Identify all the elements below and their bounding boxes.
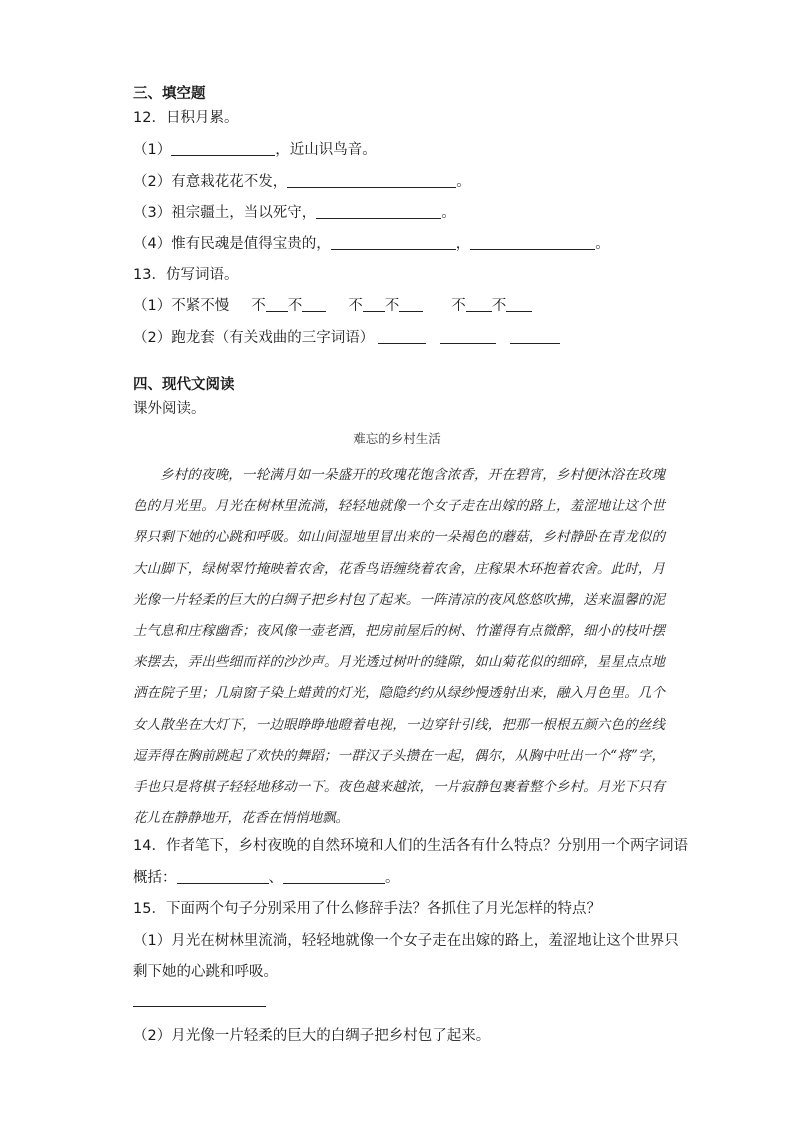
answer-blank[interactable] — [283, 869, 385, 884]
q13-item-2 — [133, 328, 560, 348]
question-14-line-2 — [133, 868, 400, 888]
q13-item-2-prefix: （2）跑龙套（有关戏曲的三字词语） — [133, 330, 375, 346]
answer-blank[interactable] — [331, 235, 456, 250]
answer-line[interactable] — [133, 1006, 266, 1007]
answer-blank[interactable] — [266, 297, 288, 312]
answer-blank[interactable] — [378, 329, 426, 344]
reading-intro: 课外阅读。 — [133, 401, 206, 417]
answer-blank[interactable] — [466, 297, 492, 312]
answer-blank[interactable] — [506, 297, 532, 312]
answer-blank[interactable] — [363, 297, 385, 312]
q13-bu-char: 不 — [251, 298, 266, 314]
q12-item-4-suffix: 。 — [595, 236, 610, 252]
q13-item-1 — [133, 296, 532, 316]
q14-separator: 、 — [268, 870, 283, 886]
q12-item-3-suffix: 。 — [441, 205, 456, 221]
passage-title: 难忘的乡村生活 — [353, 431, 441, 446]
q13-bu-char: 不 — [287, 298, 303, 314]
q12-item-2 — [133, 172, 471, 192]
q12-item-2-suffix: 。 — [456, 174, 471, 190]
question-14-line-1: 14．作者笔下，乡村夜晚的自然环境和人们的生活各有什么特点？分别用一个两字词语 — [133, 838, 688, 854]
q14-prefix: 概括： — [133, 870, 177, 886]
q12-item-2-prefix: （2）有意栽花花不发， — [133, 174, 288, 190]
q13-bu-char: 不 — [348, 298, 363, 314]
answer-blank[interactable] — [177, 869, 269, 884]
answer-blank[interactable] — [171, 141, 275, 156]
answer-blank[interactable] — [316, 204, 441, 219]
q13-item-1-prefix: （1）不紧不慢 — [133, 298, 230, 314]
q12-item-1 — [133, 140, 377, 160]
q12-item-4-prefix: （4）惟有民魂是值得宝贵的， — [133, 236, 331, 252]
section-four-heading: 四、现代文阅读 — [133, 377, 235, 393]
answer-blank[interactable] — [470, 235, 595, 250]
section-three-heading: 三、填空题 — [133, 86, 206, 102]
q12-item-3-prefix: （3）祖宗疆土，当以死守， — [133, 205, 317, 221]
q13-bu-char: 不 — [491, 298, 507, 314]
q13-bu-char: 不 — [384, 298, 400, 314]
q12-item-1-suffix: ，近山识鸟音。 — [275, 142, 377, 158]
q12-item-4-mid: ， — [455, 236, 471, 252]
q15-sentence-2: （2）月光像一片轻柔的巨大的白绸子把乡村包了起来。 — [133, 1028, 491, 1044]
answer-blank[interactable] — [302, 297, 326, 312]
q13-bu-char: 不 — [451, 298, 466, 314]
q14-end: 。 — [385, 870, 400, 886]
answer-blank[interactable] — [287, 173, 456, 188]
question-15-title: 15．下面两个句子分别采用了什么修辞手法？各抓住了月光怎样的特点？ — [133, 901, 601, 917]
question-12-title: 12．日积月累。 — [133, 110, 239, 126]
q15-sentence-1-line-1: （1）月光在树林里流淌，轻轻地就像一个女子走在出嫁的路上，羞涩地让这个世界只 — [133, 933, 679, 949]
q12-item-1-prefix: （1） — [133, 142, 172, 158]
passage-body: 乡村的夜晚，一轮满月如一朵盛开的玫瑰花饱含浓香，开在碧宵，乡村便沐浴在玫瑰色的月光里。月光在树林里流淌，轻轻地就像一个女子走在出嫁的路上，羞涩地让这个世界只剩下她的心跳和呼吸。如山间湿地里冒出来的一朵褐色的蘑菇，乡村静卧在青龙似的大山脚下，绿树翠竹掩映着农舍，花香鸟语缠绕着农舍，庄稼果木环抱着农舍。此时，月光像一片轻柔的巨大的白绸子把乡村包了起来。一阵清凉的夜风悠悠吹拂，送来温馨的泥土气息和庄稼幽香；夜风像一壶老酒，把房前屋后的树、竹灌得有点微醉，细小的枝叶摆来摆去，弄出些细而祥的沙沙声。月光透过树叶的缝隙，如山菊花似的细碎，星星点点地洒在院子里；几扇窗子染上蜡黄的灯光，隐隐约约从绿纱慢透射出来，融入月色里。几个女人散坐在大灯下，一边眼睁睁地瞪着电视，一边穿针引线，把那一根根五颜六色的丝线逗弄得在胸前跳起了欢快的舞蹈；一群汉子头攒在一起，偶尔，从胸中吐出一个“将”字，手也只是将棋子轻轻地移动一下。夜色越来越浓，一片寂静包裹着整个乡村。月光下只有花儿在静静地开，花香在悄悄地飘。 — [133, 467, 665, 827]
answer-blank[interactable] — [399, 297, 423, 312]
question-13-title: 13．仿写词语。 — [133, 267, 239, 283]
q12-item-3 — [133, 203, 456, 223]
answer-blank[interactable] — [510, 329, 560, 344]
answer-blank[interactable] — [440, 329, 496, 344]
q12-item-4 — [133, 234, 610, 254]
q15-sentence-1-line-2: 剩下她的心跳和呼吸。 — [133, 964, 278, 980]
